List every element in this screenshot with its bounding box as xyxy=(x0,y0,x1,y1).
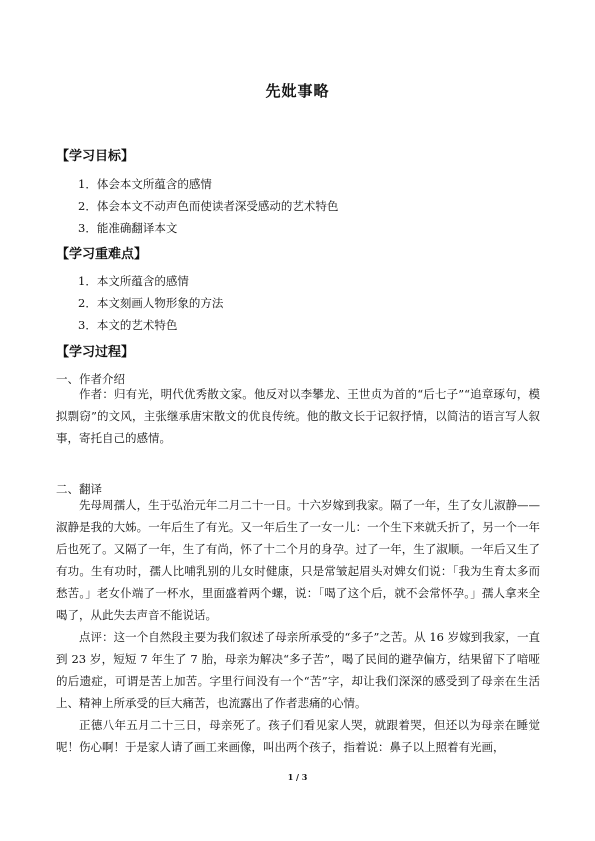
learning-goal-item: 3．能准确翻译本文 xyxy=(78,221,178,235)
key-point-item: 1．本文所蕴含的感情 xyxy=(78,274,189,288)
key-point-item: 3．本文的艺术特色 xyxy=(78,318,178,332)
translation-paragraph: 先母周孺人，生于弘治元年二月二十一日。十六岁嫁到我家。隔了一年，生了女儿淑静——淑静是我的大姊。一年后生了有光。又一年后生了一女一儿：一个生下来就夭折了，另一个一年后也死了。又隔了一年，生了有尚，怀了十二个月的身孕。过了一年，生了淑顺。一年后又生了有功。生有功时，孺人比哺乳别的儿女时健康，只是常皱起眉头对婢女们说：「我为生育太多而愁苦。」老女仆端了一杯水，里面盛着两个螺，说：「喝了这个后，就不会常怀孕。」孺人拿来全喝了，从此失去声音不能说话。 xyxy=(56,498,540,622)
key-point-item: 2．本文刻画人物形象的方法 xyxy=(78,296,224,310)
learning-goal-item: 1．体会本文所蕴含的感情 xyxy=(78,177,212,191)
learning-goals-heading: 【学习目标】 xyxy=(56,149,135,164)
key-points-heading: 【学习重难点】 xyxy=(56,247,148,262)
translation-paragraph-continued: 正德八年五月二十三日，母亲死了。孩子们看见家人哭，就跟着哭，但还以为母亲在睡觉呢！伤心啊！于是家人请了画工来画像，叫出两个孩子，指着说：鼻子以上照着有光画， xyxy=(56,718,540,754)
learning-goal-item: 2．体会本文不动声色而使读者深受感动的艺术特色 xyxy=(78,199,339,213)
translation-heading: 二、翻译 xyxy=(56,482,102,496)
learning-process-heading: 【学习过程】 xyxy=(56,345,135,360)
commentary-paragraph: 点评：这一个自然段主要为我们叙述了母亲所承受的“多子”之苦。从 16 岁嫁到我家，一直到 23 岁，短短 7 年生了 7 胎，母亲为解决“多子苦”，喝了民间的避孕偏方，结果留下了喑哑的后遗症，可谓是苦上加苦。字里行间没有一个“苦”字，却让我们深深的感受到了母亲在生活上、精神上所承受的巨大痛苦，也流露出了作者悲痛的心情。 xyxy=(56,630,540,710)
page-number: 1 / 3 xyxy=(287,772,308,782)
author-intro-paragraph: 作者：归有光，明代优秀散文家。他反对以李攀龙、王世贞为首的“后七子”“追章琢句，模拟剽窃”的文风，主张继承唐宋散文的优良传统。他的散文长于记叙抒情，以简洁的语言写人叙事，寄托自己的感情。 xyxy=(56,387,540,445)
document-title: 先妣事略 xyxy=(265,82,330,100)
author-intro-heading: 一、作者介绍 xyxy=(56,372,125,386)
